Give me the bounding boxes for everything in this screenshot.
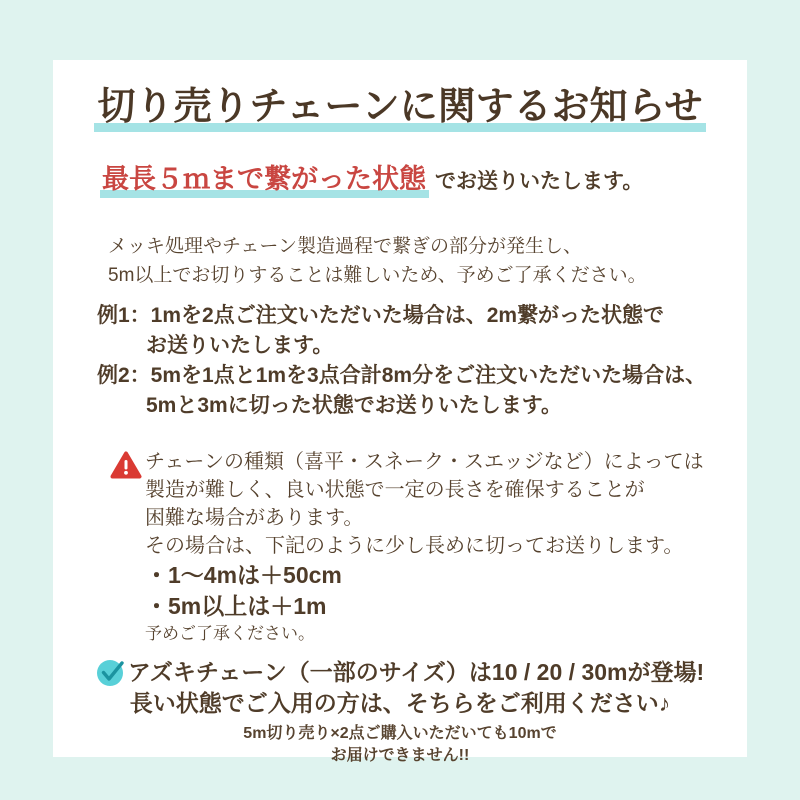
- check-circle-icon: [96, 657, 126, 687]
- promo-block: [53, 657, 747, 766]
- warning-line: 困難な場合があります。: [145, 507, 364, 529]
- promo-small-line: お届けできません!!: [330, 747, 470, 764]
- promo-headline: アズキチェーン（一部のサイズ）は10 / 20 / 30mが登場!: [127, 659, 705, 685]
- subtitle-rest: でお送りいたします。: [435, 170, 644, 193]
- warning-line: 製造が難しく、良い状態で一定の長さを確保することが: [145, 479, 645, 501]
- intro-line: メッキ処理やチェーン製造過程で繋ぎの部分が発生し、: [108, 236, 583, 257]
- warning-triangle-icon: [110, 451, 142, 480]
- example-2-line-2: 5mと3mに切った状態でお送りいたします。: [146, 394, 563, 417]
- example-2-line-1: 例2：5mを1点と1mを3点合計8m分をご注文いただいた場合は、: [97, 364, 707, 387]
- notice-panel: [53, 60, 747, 764]
- promo-subheadline: 長い状態でご入用の方は、そちらをご利用ください♪: [129, 690, 671, 716]
- examples-block: [97, 301, 706, 421]
- notice-title-row: [53, 84, 747, 132]
- example-1-line-1: 例1：1mを2点ご注文いただいた場合は、2m繋がった状態で: [97, 304, 665, 327]
- example-1-line-2: お送りいたします。: [146, 334, 334, 357]
- promo-small-line: 5m切り売り×2点ご購入いただいても10mで: [243, 725, 557, 742]
- intro-line: 5m以上でお切りすることは難しいため、予めご了承ください。: [108, 265, 647, 286]
- warning-bullet: ・5m以上は＋1m: [145, 593, 327, 619]
- intro-paragraph: [108, 232, 647, 290]
- warning-note: 予めご了承ください。: [145, 624, 315, 643]
- notice-title: 切り売りチェーンに関するお知らせ: [94, 84, 707, 132]
- warning-line: チェーンの種類（喜平・スネーク・スエッジなど）によっては: [145, 451, 704, 473]
- warning-block: [110, 448, 710, 645]
- promo-line-1: [53, 657, 747, 687]
- promo-line-2: [53, 688, 747, 718]
- warning-line: その場合は、下記のように少し長めに切ってお送りします。: [145, 535, 684, 557]
- warning-body: [145, 448, 710, 645]
- warning-bullet: ・1〜4mは＋50cm: [145, 562, 342, 588]
- subtitle-highlight: 最長５ｍまで繋がった状態: [100, 162, 429, 198]
- subtitle-row: [100, 162, 643, 198]
